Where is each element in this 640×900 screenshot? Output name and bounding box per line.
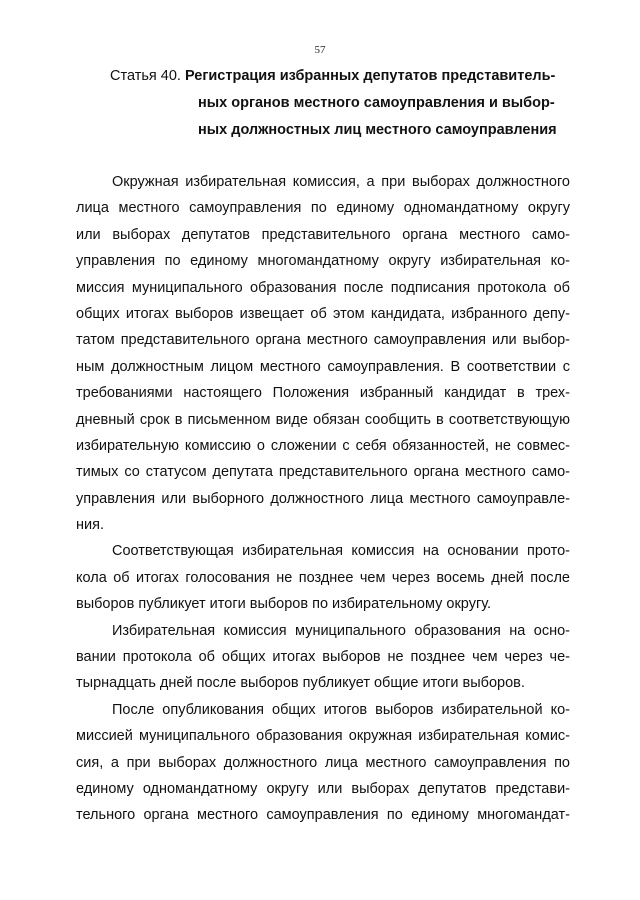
text-line: После опубликования общих итогов выборов избирательной ко-	[112, 701, 570, 718]
body-text	[76, 169, 570, 829]
article-title-line: ных органов местного самоуправления и выбор-	[198, 95, 555, 111]
text-line: Избирательная комиссия муниципального образования на осно-	[112, 622, 570, 639]
text-line: управления по единому многомандатному округу избирательная ко-	[76, 253, 570, 270]
article-number: Статья 40.	[110, 68, 181, 84]
paragraph	[76, 169, 570, 538]
heading-line	[110, 90, 590, 117]
text-line: тырнадцать дней после выборов публикует общие итоги выборов.	[76, 675, 525, 692]
text-line: общих итогах выборов извещает об этом кандидата, избранного депу-	[76, 305, 570, 322]
text-line: управления или выборного должностного лица местного самоуправле-	[76, 490, 570, 507]
heading-line	[110, 117, 590, 144]
text-line: Окружная избирательная комиссия, а при выборах должностного	[112, 174, 570, 190]
text-line: Соответствующая избирательная комиссия на основании прото-	[112, 543, 570, 560]
text-line: требованиями настоящего Положения избранный кандидат в трех-	[76, 385, 570, 402]
paragraph	[76, 618, 570, 697]
text-line: дневный срок в письменном виде обязан сообщить в соответствующую	[76, 411, 570, 428]
text-line: вании протокола об общих итогах выборов не позднее чем через че-	[76, 649, 570, 666]
text-line: тимых со статусом депутата представительного органа местного само-	[76, 464, 570, 481]
text-line: или выборах депутатов представительного органа местного само-	[76, 226, 570, 243]
article-heading	[110, 63, 590, 144]
text-line: татом представительного органа местного самоуправления или выбор-	[76, 332, 570, 349]
page-number: 57	[314, 44, 326, 56]
text-line: ным должностным лицом местного самоуправления. В соответствии с	[76, 358, 570, 375]
text-line: миссия муниципального образования после подписания протокола об	[76, 279, 570, 296]
text-line: избирательную комиссию о сложении с себя обязанностей, не совмес-	[76, 437, 570, 454]
text-line: миссией муниципального образования окружная избирательная комис-	[76, 728, 570, 745]
text-line: тельного органа местного самоуправления по единому многомандат-	[76, 807, 570, 824]
paragraph	[76, 697, 570, 829]
text-line: единому одномандатному округу или выборах депутатов представи-	[76, 780, 570, 797]
text-line: ния.	[76, 517, 104, 534]
text-line: лица местного самоуправления по единому одномандатному округу	[76, 200, 570, 217]
text-line: кола об итогах голосования не позднее чем через восемь дней после	[76, 569, 570, 586]
article-title-line: ных должностных лиц местного самоуправления	[198, 122, 557, 138]
article-title-line: Регистрация избранных депутатов представитель-	[184, 68, 556, 84]
paragraph	[76, 538, 570, 617]
text-line: сия, а при выборах должностного лица местного самоуправления по	[76, 754, 570, 771]
text-line: выборов публикует итоги выборов по избирательному округу.	[76, 596, 492, 613]
heading-line	[110, 63, 590, 90]
